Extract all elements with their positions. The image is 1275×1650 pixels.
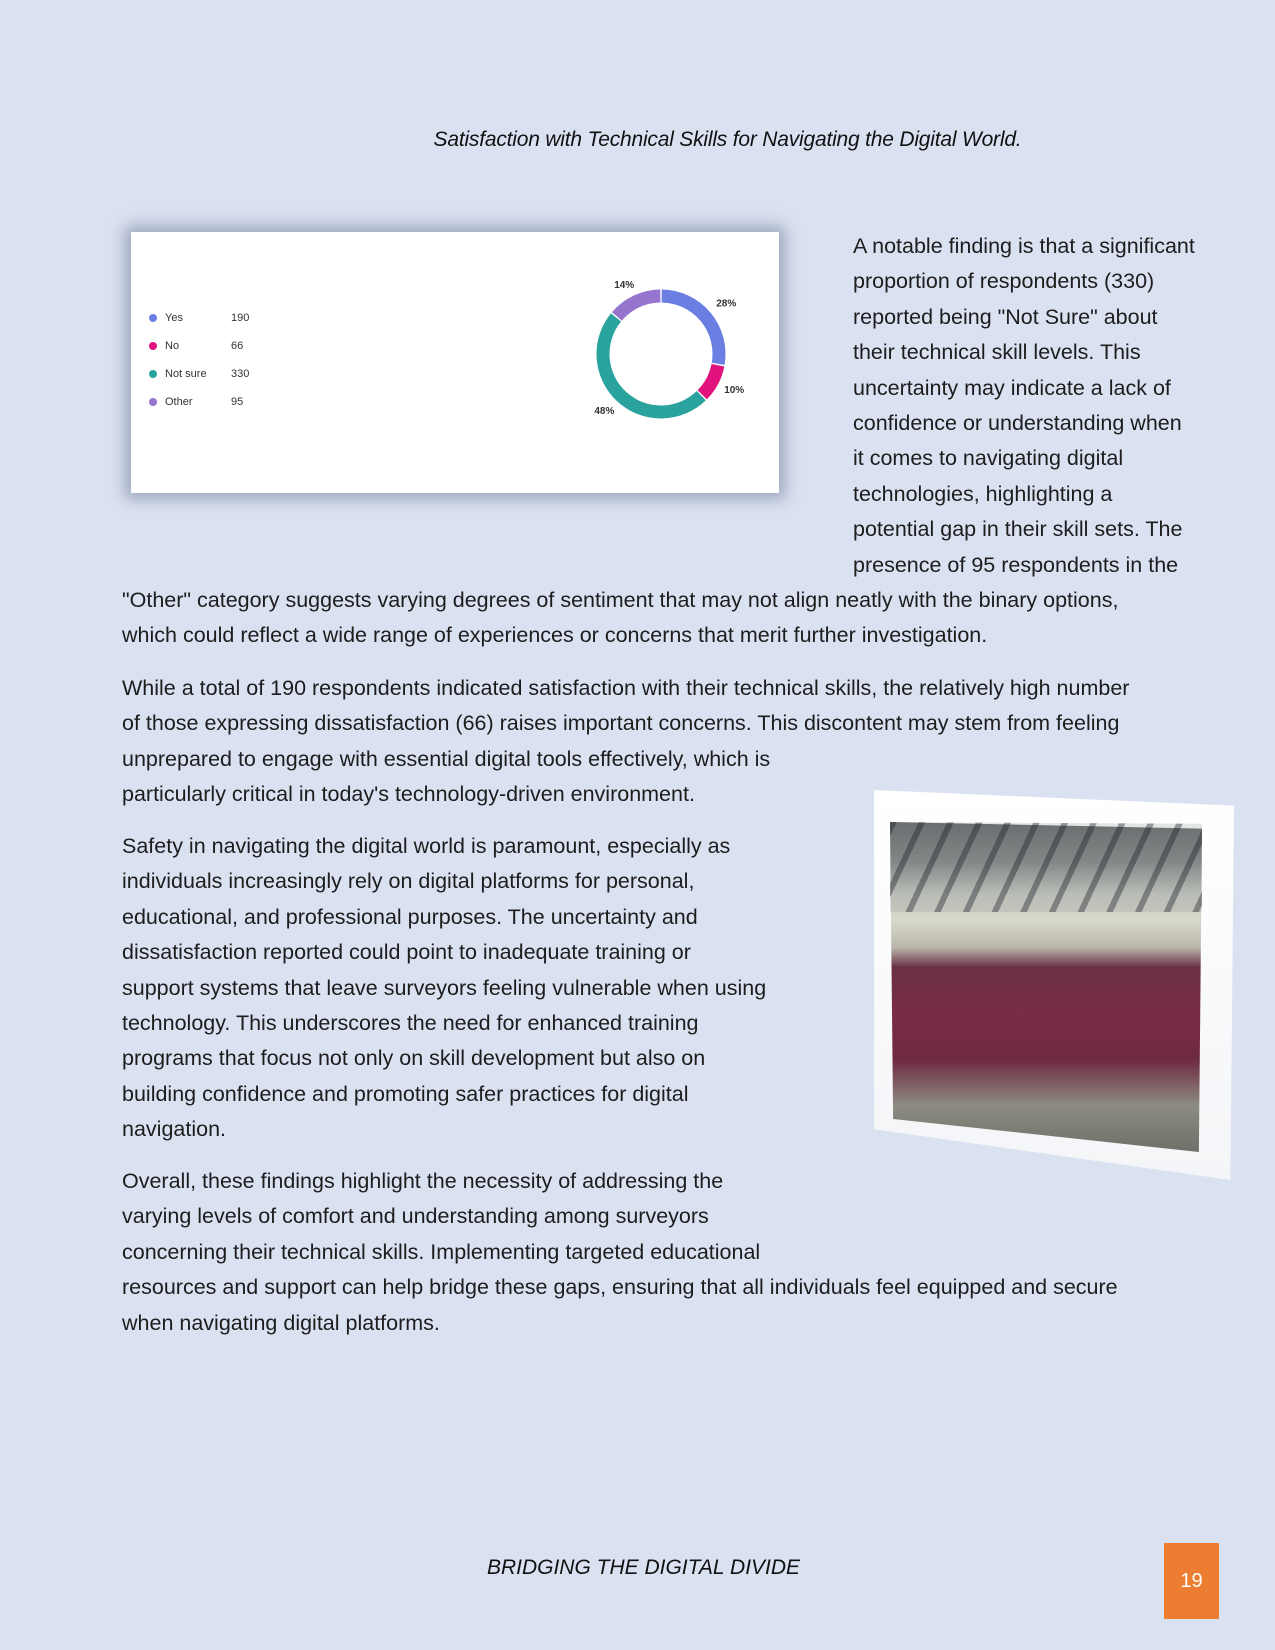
text-line: their technical skill levels. This <box>853 340 1141 365</box>
text-line: navigation. <box>122 1117 226 1142</box>
slice-label-no: 10% <box>724 384 745 396</box>
slice-label-yes: 28% <box>716 298 737 310</box>
text-line: potential gap in their skill sets. The <box>853 517 1183 542</box>
paragraph-1-continued <box>122 583 1222 654</box>
legend-item-not-sure <box>149 360 249 388</box>
text-line: dissatisfaction reported could point to inadequate training or <box>122 940 691 965</box>
legend-item-other <box>149 388 249 416</box>
donut-slice-yes <box>662 296 719 364</box>
donut-chart <box>571 264 751 444</box>
text-line: confidence or understanding when <box>853 411 1182 436</box>
legend-value: 190 <box>231 312 250 324</box>
photo-roof-detail <box>890 822 1202 912</box>
text-line: individuals increasingly rely on digital platforms for personal, <box>122 869 695 894</box>
text-line: it comes to navigating digital <box>853 446 1124 471</box>
legend-dot-icon <box>149 314 157 322</box>
slice-label-not-sure: 48% <box>594 405 615 417</box>
text-line: presence of 95 respondents in the <box>853 552 1179 577</box>
text-line: "Other" category suggests varying degrees of sentiment that may not align neatly with the binary options, <box>122 588 1119 612</box>
donut-slice-not-sure <box>603 317 701 412</box>
legend-dot-icon <box>149 398 157 406</box>
text-line: proportion of respondents (330) <box>853 269 1155 294</box>
paragraph-2 <box>122 671 1222 813</box>
donut-slice-other <box>617 296 660 316</box>
legend-label: Yes <box>165 312 183 324</box>
legend-item-no <box>149 332 249 360</box>
legend-item-yes <box>149 304 249 332</box>
paragraph-3 <box>122 829 822 1148</box>
text-line: technology. This underscores the need for enhanced training <box>122 1011 699 1036</box>
donut-slice-no <box>702 365 718 395</box>
text-line: of those expressing dissatisfaction (66) raises important concerns. This discontent may stem from feeling <box>122 711 1120 736</box>
chart-legend <box>149 304 249 416</box>
text-line: resources and support can help bridge these gaps, ensuring that all individuals feel equipped and secure <box>122 1275 1118 1300</box>
text-line: technologies, highlighting a <box>853 481 1113 506</box>
text-line: uncertainty may indicate a lack of <box>853 375 1171 400</box>
text-line: building confidence and promoting safer practices for digital <box>122 1081 689 1106</box>
page-number: 19 <box>1164 1543 1219 1619</box>
paragraph-1-right <box>853 229 1233 583</box>
text-line: concerning their technical skills. Implementing targeted educational <box>122 1239 761 1264</box>
text-line: support systems that leave surveyors feeling vulnerable when using <box>122 975 767 1000</box>
legend-label: No <box>165 340 180 352</box>
legend-label: Other <box>165 396 193 408</box>
text-line: Safety in navigating the digital world is paramount, especially as <box>122 834 731 858</box>
footer-title: BRIDGING THE DIGITAL DIVIDE <box>486 1556 801 1579</box>
text-line: educational, and professional purposes. The uncertainty and <box>122 904 698 929</box>
legend-dot-icon <box>149 370 157 378</box>
slice-label-other: 14% <box>614 280 635 292</box>
legend-value: 95 <box>231 396 244 408</box>
legend-label: Not sure <box>165 368 207 380</box>
text-line: Overall, these findings highlight the necessity of addressing the <box>122 1169 724 1193</box>
legend-value: 330 <box>231 368 250 380</box>
text-line: particularly critical in today's technology-driven environment. <box>122 782 695 807</box>
text-line: when navigating digital platforms. <box>122 1310 440 1335</box>
donut-chart-card <box>131 232 779 493</box>
text-line: While a total of 190 respondents indicated satisfaction with their technical skills, the relatively high number <box>122 676 1130 700</box>
text-line: unprepared to engage with essential digital tools effectively, which is <box>122 746 771 771</box>
legend-dot-icon <box>149 342 157 350</box>
paragraph-4 <box>122 1164 1222 1341</box>
text-line: programs that focus not only on skill development but also on <box>122 1046 706 1071</box>
legend-value: 66 <box>231 340 244 352</box>
text-line: reported being "Not Sure" about <box>853 304 1158 329</box>
text-line: which could reflect a wide range of experiences or concerns that merit further investigation. <box>122 623 988 648</box>
text-line: varying levels of comfort and understanding among surveyors <box>122 1204 709 1229</box>
figure-caption: Satisfaction with Technical Skills for Navigating the Digital World. <box>433 128 1022 151</box>
text-line: A notable finding is that a significant <box>853 234 1195 258</box>
